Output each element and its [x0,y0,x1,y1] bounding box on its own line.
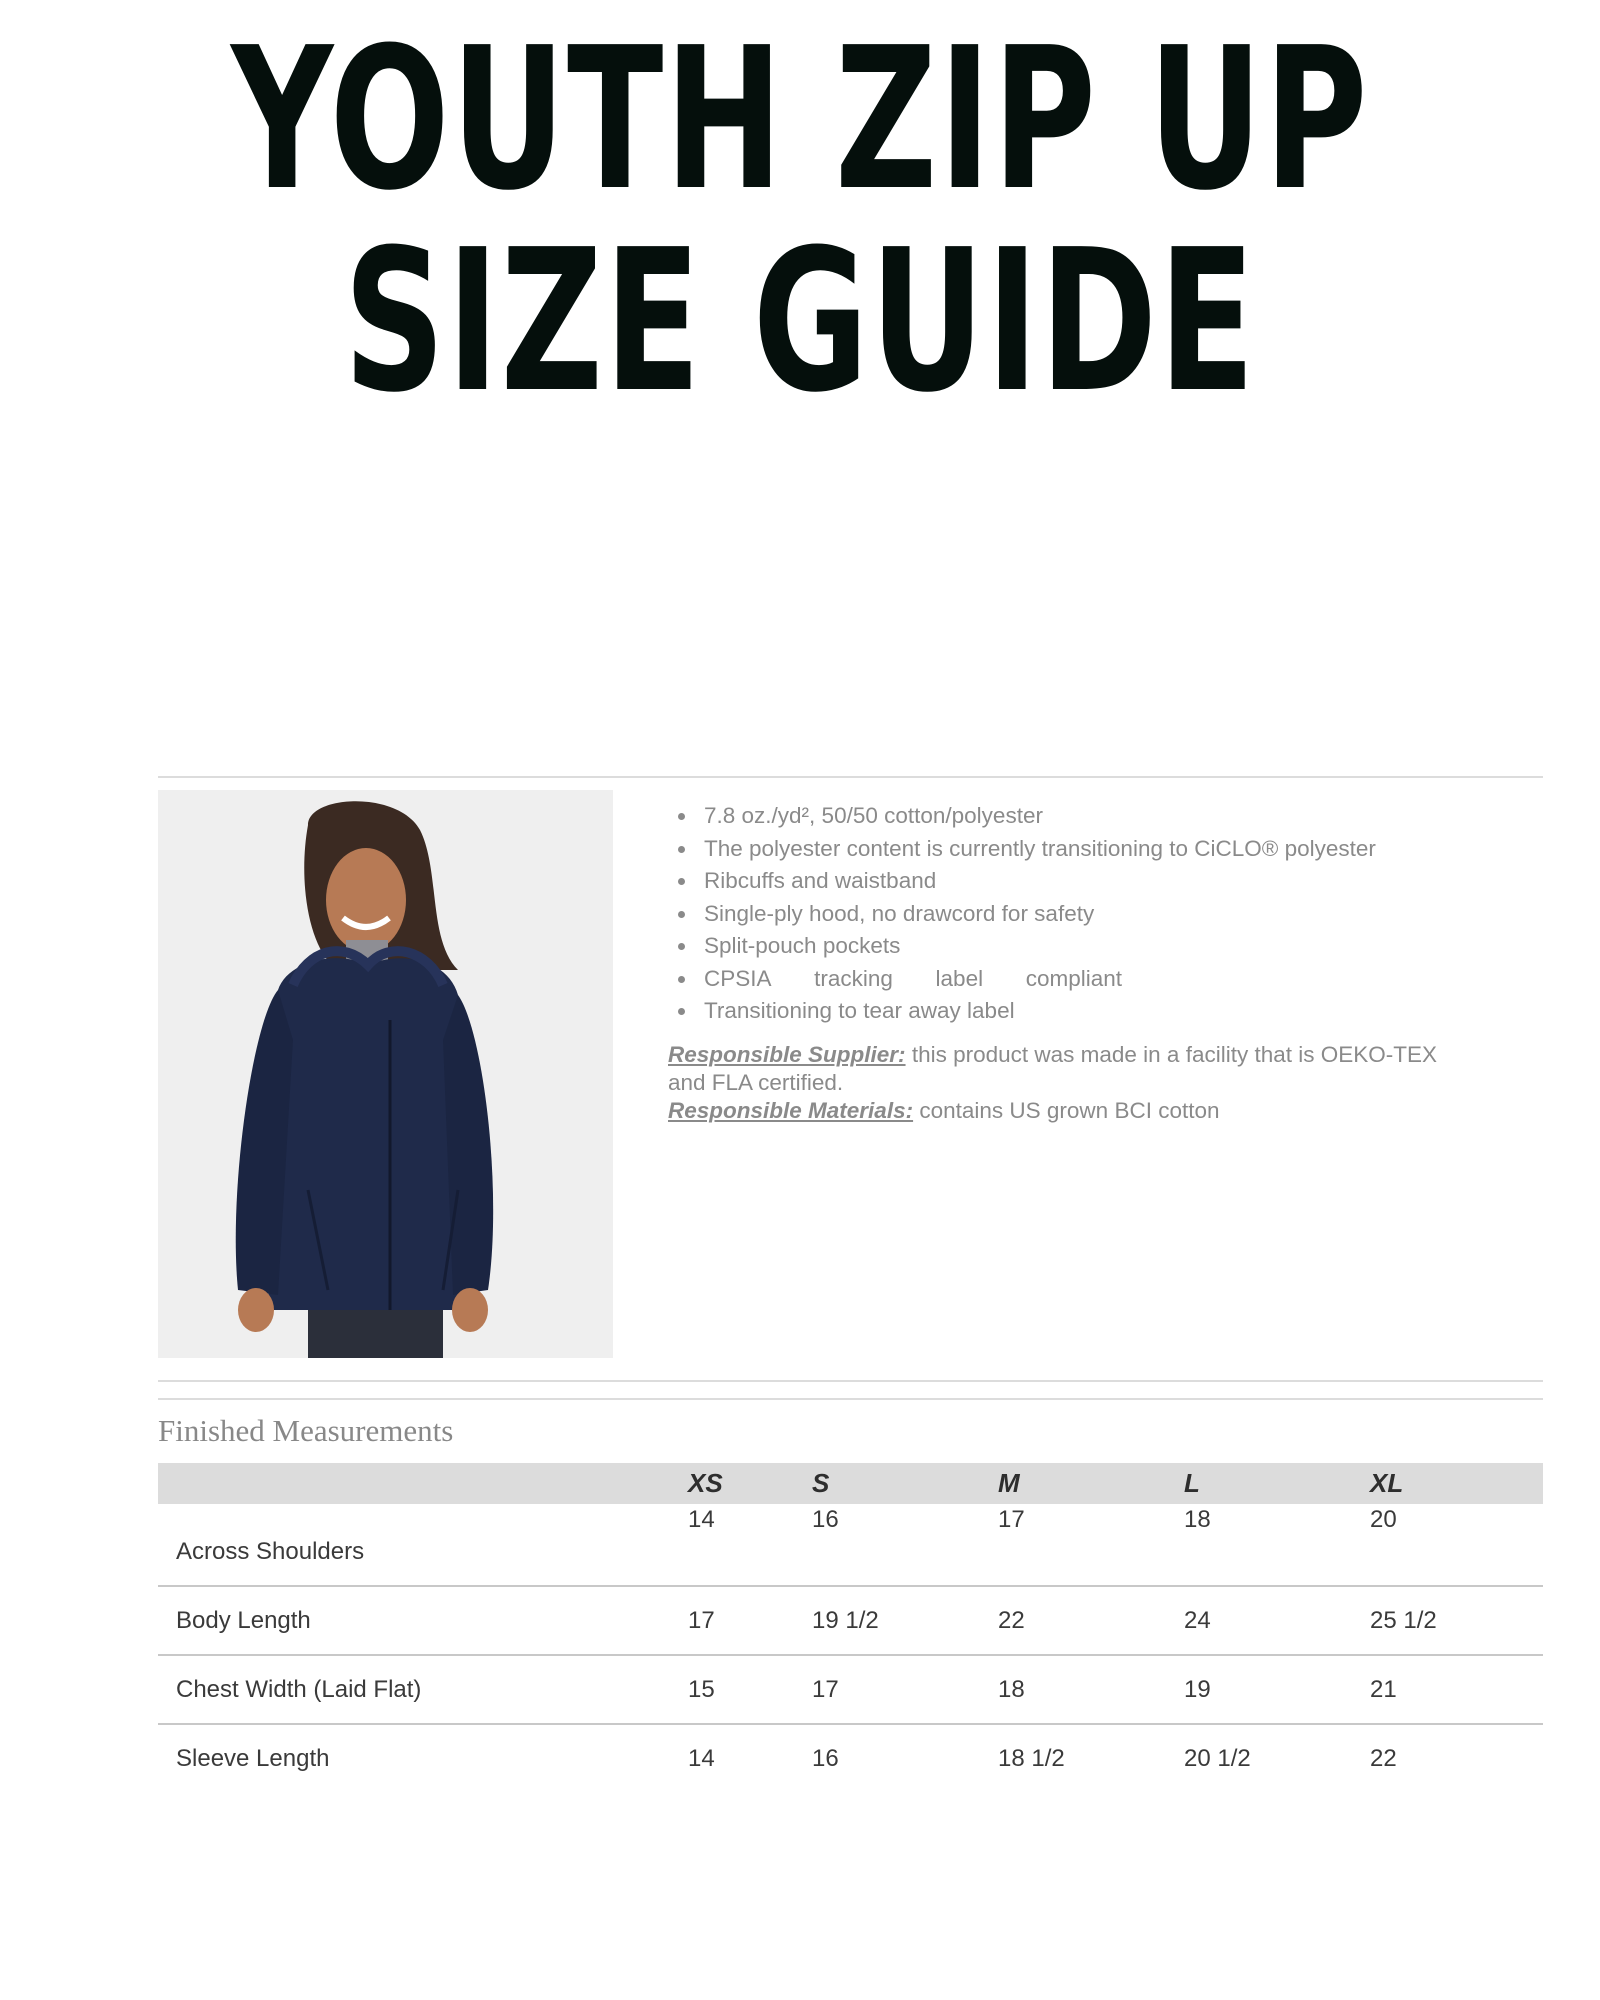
cell-value: 19 [1170,1655,1356,1724]
responsible-supplier-label: Responsible Supplier: [668,1041,906,1067]
measurements-title: Finished Measurements [158,1413,454,1448]
cell-value: 14 [688,1744,715,1772]
divider-middle-2 [158,1398,1543,1400]
cell-value: 20 1/2 [1184,1744,1251,1772]
size-header: M [984,1463,1170,1504]
row-label: Chest Width (Laid Flat) [158,1655,674,1724]
product-features [668,800,1458,1125]
size-header-row [158,1463,1543,1504]
feature-item: Ribcuffs and waistband [668,865,1458,898]
row-label: Across Shoulders [158,1504,674,1586]
feature-list [668,800,1458,1028]
feature-item: Split-pouch pockets [668,930,1458,963]
headline-line-2: SIZE GUIDE [343,208,1257,436]
cell-value: 16 [812,1744,839,1772]
cell-value: 17 [674,1586,798,1655]
cell-value: 19 1/2 [798,1586,984,1655]
cell-value: 24 [1170,1586,1356,1655]
responsible-materials-text: contains US grown BCI cotton [919,1097,1220,1123]
feature-item: Single-ply hood, no drawcord for safety [668,898,1458,931]
size-header: XS [674,1463,798,1504]
cell-value: 20 [1356,1504,1543,1586]
cell-value: 16 [798,1504,984,1586]
feature-item: Transitioning to tear away label [668,995,1458,1028]
size-header: XL [1356,1463,1543,1504]
cell-value: 22 [1370,1744,1397,1772]
feature-item: 7.8 oz./yd², 50/50 cotton/polyester [668,800,1458,833]
model-in-hoodie-illustration [158,790,613,1358]
row-label: Sleeve Length [176,1744,330,1772]
table-row [158,1586,1543,1655]
header-blank [158,1463,674,1504]
cell-value: 21 [1356,1655,1543,1724]
headline-line-1: YOUTH ZIP UP [231,6,1369,234]
responsible-supplier-text: this product was made in a facility that is OEKO-TEX and FLA certified. [668,1041,1438,1095]
table-row [158,1724,1543,1792]
cell-value: 18 [1170,1504,1356,1586]
row-label: Body Length [158,1586,674,1655]
cell-value: 18 1/2 [998,1744,1065,1772]
cell-value: 22 [984,1586,1170,1655]
cell-value: 17 [798,1655,984,1724]
size-header: L [1170,1463,1356,1504]
cell-value: 18 [984,1655,1170,1724]
cell-value: 25 1/2 [1356,1586,1543,1655]
cell-value: 15 [674,1655,798,1724]
responsible-info [668,1041,1458,1125]
feature-item-cpsia [668,963,1122,996]
feature-word: label [935,965,984,991]
table-row [158,1504,1543,1586]
product-photo [158,790,613,1358]
cell-value: 17 [984,1504,1170,1586]
divider-top [158,776,1543,778]
size-table [158,1463,1543,1792]
feature-word: CPSIA [704,965,772,991]
cell-value: 14 [674,1504,798,1586]
responsible-materials-label: Responsible Materials: [668,1097,914,1123]
feature-item: The polyester content is currently transitioning to CiCLO® polyester [668,833,1458,866]
feature-word: compliant [1025,965,1122,991]
table-row [158,1655,1543,1724]
feature-word: tracking [814,965,893,991]
divider-middle-1 [158,1380,1543,1382]
size-header: S [798,1463,984,1504]
